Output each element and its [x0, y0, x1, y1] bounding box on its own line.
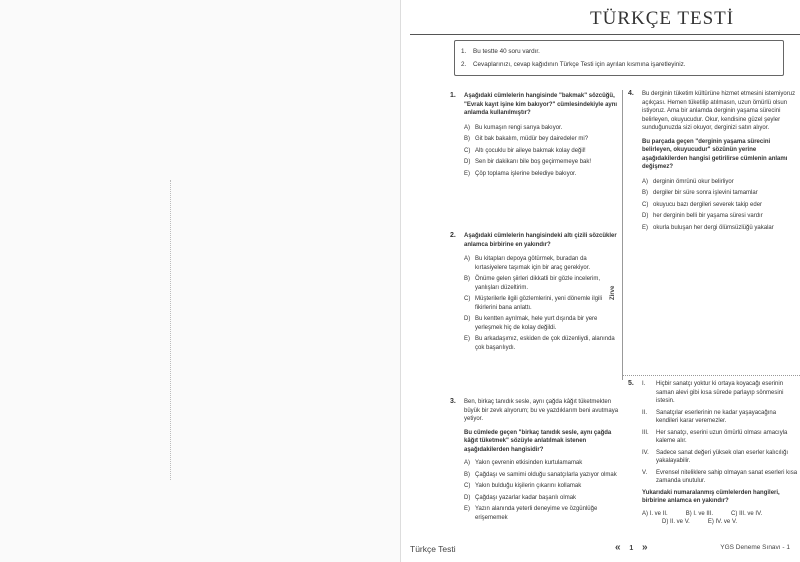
section-divider [622, 375, 800, 376]
footer-exam-name: YGS Deneme Sınavı - 1 [720, 544, 790, 551]
option-e[interactable]: E) IV. ve V. [707, 519, 738, 525]
statement-3: III. Her sanatçı, eserini uzun ömürlü olması amacıyla kaleme alır. [642, 429, 788, 444]
instructions-box [454, 40, 784, 76]
page-nav [615, 542, 648, 553]
option-e[interactable]: E) Yazın alanında yeterli deneyime ve özgünlüğe erişememek [464, 506, 598, 521]
option-d[interactable]: D) Bu kentten ayrılmak, hele yurt dışında bir yere yerleşmek hiç de kolay değildi. [464, 316, 598, 331]
option-c[interactable]: C) okuyucu bazı dergileri severek takip eder [642, 201, 763, 208]
instruction-1: 1. Bu testte 40 soru vardır. [461, 48, 540, 55]
instruction-2: 2. Cevaplarınızı, cevap kağıdının Türkçe Testi için ayrılan kısmına işaretleyiniz. [461, 61, 686, 68]
option-b[interactable]: B) Git bak bakalım, müdür bey dairedeler mi? [464, 136, 589, 142]
option-e[interactable]: E) Bu arkadaşımız, eskiden de çok düzenliydi, alanında çok başarılıydı. [464, 336, 615, 351]
column-divider [622, 90, 623, 380]
option-a[interactable]: A) Bu kitapları depoya götürmek, buradan da kırtasiyelere taşımak için bir araç gerekiyor. [464, 256, 591, 271]
statement-5: V. Evrensel niteliklere sahip olmayan sanat eserleri kısa zamanda unutulur. [642, 469, 798, 484]
option-b[interactable]: B) dergiler bir süre sonra işlevini tamamlar [642, 190, 758, 196]
option-e[interactable]: E) okurla buluşan her dergi ölümsüzlüğü yakalar [642, 224, 774, 231]
page-title: TÜRKÇE TESTİ [590, 8, 735, 29]
option-a[interactable]: A) derginin ömrünü okur belirliyor [642, 178, 734, 185]
option-d[interactable]: D) Çağdaşı yazarlar kadar başarılı olmak [464, 494, 577, 501]
title-rule [410, 34, 800, 35]
option-c[interactable]: C) III. ve IV. [731, 510, 763, 517]
option-b[interactable]: B) I. ve III. [685, 510, 714, 517]
side-label: Zirve [610, 285, 616, 300]
next-page-icon[interactable]: » [642, 542, 648, 553]
statement-4: IV. Sadece sanat değeri yüksek olan eserler kalıcılığı yakalayabilir. [642, 449, 789, 464]
option-d[interactable]: D) II. ve V. [662, 519, 690, 525]
option-e[interactable]: E) Çöp toplama işlerine belediye bakıyor. [464, 170, 577, 177]
prev-page-icon[interactable]: « [615, 542, 621, 553]
statement-1: I. Hiçbir sanatçı yoktur ki ortaya koyacağı eserinin saman alevi gibi kısa sürede parlayıp sönmesini istesin. [642, 381, 784, 404]
option-d[interactable]: D) Sen bir dakikanı bile boş geçirmemeye bak! [464, 159, 592, 165]
option-a[interactable]: A) Bu kumaşın rengi sarıya bakıyor. [464, 124, 563, 131]
option-c[interactable]: C) Müşterilerle ilgili gözlemlerini, yeni dönemle ilgili fikirlerini bana anlattı. [464, 296, 603, 311]
option-c[interactable]: C) Yakın bulduğu kişilerin çıkarını kollamak [464, 483, 582, 489]
option-a[interactable]: A) Yakın çevrenin etkisinden kurtulamamak [464, 460, 583, 466]
option-d[interactable]: D) her derginin belli bir yaşama süresi vardır [642, 213, 763, 219]
page-number: 1 [629, 545, 634, 552]
footer-test-name: Türkçe Testi [410, 544, 456, 554]
option-c[interactable]: C) Altı çocuklu bir aileye bakmak kolay değil! [464, 147, 586, 154]
statement-2: II. Sanatçılar eserlerinin ne kadar yaşayacağına kendileri karar veremezler. [642, 409, 777, 424]
test-page: TÜRKÇE TESTİ 1. Bu testte 40 soru vardır. 2. Cevaplarınızı, cevap kağıdının Türkçe Testi için ayrılan kısmına işaretleyiniz. Zirve 1. Aşağıdaki cümlelerin hangisinde "bakmak" sözcüğü, "Evrak kayıt işine kim bakıyor?" cümlesindekiyle aynı anlamda kullanılmıştır? A) Bu kumaşın rengi sarıya bakıyor. B) Git bak bakalım, müdür bey dairedeler mi? C) Altı çocuklu bir aileye bakmak kolay değil! D) Sen bir dakikanı bile boş geçirmemeye bak! E) Çöp toplama işlerine belediye bakıyor. 2. Aşağıdaki cümlelerin hangisindeki altı çizili sözcükler anlamca birbirine en yakındır? A) Bu kitapları depoya götürmek, buradan da kırtasiyelere taşımak için bir araç gerekiyor. B) Önüme gelen şiirleri dikkatli bir gözle incelerim, yanlışları düzeltirim. C) Müşterilerle ilgili gözlemlerini, yeni dönemle ilgili fikirlerini bana anlattı. D) Bu kentten ayrılmak, hele yurt dışında bir yere yerleşmek hiç de kolay değildi. E) Bu arkadaşımız, eskiden de çok düzenliydi, alanında çok başarılıydı. 3. Ben, birkaç tanıdık sesle, aynı çağda kâğıt tüketmekten büyük bir zevk alıyorum; bu ve yazdıklarım beni avutmaya yetiyor. Bu cümlede geçen "birkaç tanıdık sesle, aynı çağda kâğıt tüketmek" sözüyle anlatılmak istenen aşağıdakilerden hangisidir? A) Yakın çevrenin etkisinden kurtulamamak B) Çağdaşı ve samimi olduğu sanatçılarla yazıyor olmak C) Yakın bulduğu kişilerin çıkarını kollamak D) Çağdaşı yazarlar kadar başarılı olmak E) Yazın alanında yeterli deneyime ve özgünlüğe erişememek 4. Bu derginin tüketim kültürüne hizmet etmesini istemiyoruz açıkçası. Hemen tüketilip atılmasın, uzun ömürlü olsun istiyoruz. Ama bir anlamda derginin yaşama sürecini belirleyen, okuyucudur. Okur, kendisine güzel şeyler sunduğunuzda sizi okuyor, derginizi satın alıyor. Bu parçada geçen "derginin yaşama sürecini belirleyen, okuyucudur" sözünün yerine aşağıdakilerden hangisi getirilirse cümlenin anlamı değişmez? A) derginin ömrünü okur belirliyor B) dergiler bir süre sonra işlevini tamamlar C) okuyucu bazı dergileri severek takip eder D) her derginin belli bir yaşama süresi vardır E) okurla buluşan her dergi ölümsüzlüğü yakalar 5. I. Hiçbir sanatçı yoktur ki ortaya koyacağı eserinin saman alevi gibi kısa sürede parlayıp sönmesini istesin. II. Sanatçılar eserlerinin ne kadar yaşayacağına kendileri karar veremezler. III. Her sanatçı, eserini uzun ömürlü olması amacıyla kaleme alır. IV. Sadece sanat değeri yüksek olan eserler kalıcılığı yakalayabilir. V. Evrensel niteliklere sahip olmayan sanat eserleri kısa zamanda unutulur. Yukarıdaki numaralanmış cümlelerden hangileri, birbirine anlamca en yakındır? A) I. ve II. B) I. ve III. C) III. ve IV. D) II. ve V. E) IV. ve V. Türkçe Testi « 1 » YGS Deneme Sınavı - 1 [410, 0, 800, 562]
option-b[interactable]: B) Önüme gelen şiirleri dikkatli bir gözle incelerim, yanlışları düzeltirim. [464, 276, 601, 291]
option-a[interactable]: A) I. ve II. [642, 510, 668, 517]
option-b[interactable]: B) Çağdaşı ve samimi olduğu sanatçılarla yazıyor olmak [464, 471, 617, 478]
